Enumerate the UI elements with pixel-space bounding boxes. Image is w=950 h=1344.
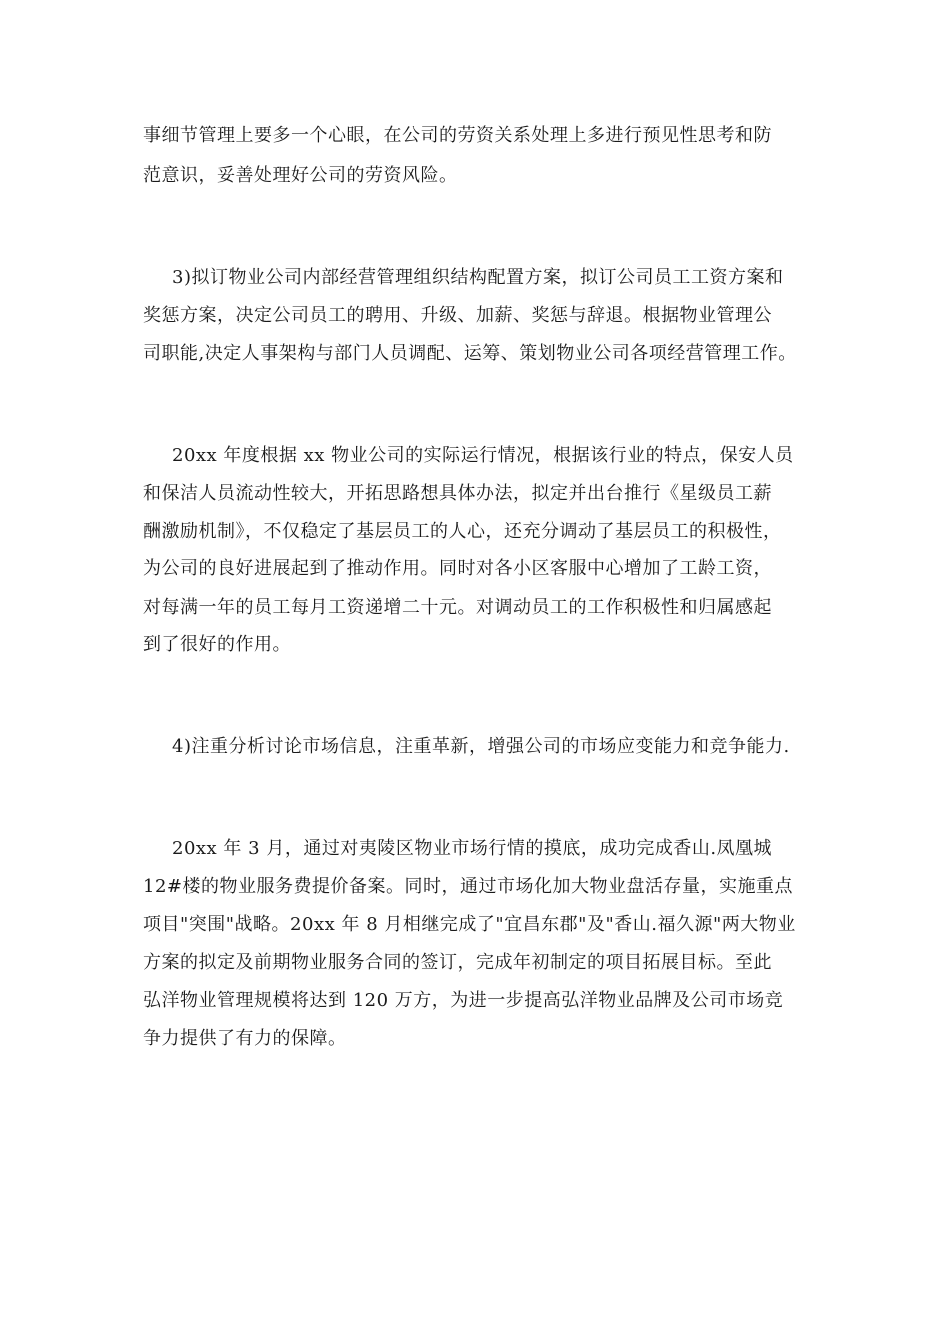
paragraph-3-line-4: 为公司的良好进展起到了推动作用。同时对各小区客服中心增加了工龄工资， [143, 558, 772, 579]
paragraph-3-line-1: 20xx 年度根据 xx 物业公司的实际运行情况，根据该行业的特点，保安人员 [172, 445, 794, 466]
paragraph-3-line-2: 和保洁人员流动性较大，开拓思路想具体办法，拟定并出台推行《星级员工薪 [143, 483, 772, 504]
paragraph-3-line-3: 酬激励机制》，不仅稳定了基层员工的人心，还充分调动了基层员工的积极性， [143, 521, 782, 542]
paragraph-3-line-6: 到了很好的作用。 [143, 634, 291, 655]
paragraph-5-line-6: 争力提供了有力的保障。 [143, 1028, 347, 1049]
paragraph-2-line-2: 奖惩方案，决定公司员工的聘用、升级、加薪、奖惩与辞退。根据物业管理公 [143, 305, 772, 326]
paragraph-5-line-2: 12#楼的物业服务费提价备案。同时，通过市场化加大物业盘活存量，实施重点 [143, 876, 793, 897]
paragraph-5-line-5: 弘洋物业管理规模将达到 120 万方，为进一步提高弘洋物业品牌及公司市场竞 [143, 990, 784, 1011]
paragraph-1-line-2: 范意识，妥善处理好公司的劳资风险。 [143, 165, 458, 186]
paragraph-1-line-1: 事细节管理上要多一个心眼，在公司的劳资关系处理上多进行预见性思考和防 [143, 125, 772, 146]
paragraph-2-line-3: 司职能,决定人事架构与部门人员调配、运筹、策划物业公司各项经营管理工作。 [143, 343, 797, 364]
paragraph-5-line-4: 方案的拟定及前期物业服务合同的签订，完成年初制定的项目拓展目标。至此 [143, 952, 772, 973]
paragraph-5-line-3: 项目"突围"战略。20xx 年 8 月相继完成了"宜昌东郡"及"香山.福久源"两大物业 [143, 914, 796, 935]
paragraph-3-line-5: 对每满一年的员工每月工资递增二十元。对调动员工的工作积极性和归属感起 [143, 597, 772, 618]
paragraph-5-line-1: 20xx 年 3 月，通过对夷陵区物业市场行情的摸底，成功完成香山.凤凰城 [172, 838, 773, 859]
paragraph-2-line-1: 3)拟订物业公司内部经营管理组织结构配置方案，拟订公司员工工资方案和 [172, 267, 784, 288]
paragraph-4-line-1: 4)注重分析讨论市场信息，注重革新，增强公司的市场应变能力和竞争能力. [172, 736, 790, 757]
